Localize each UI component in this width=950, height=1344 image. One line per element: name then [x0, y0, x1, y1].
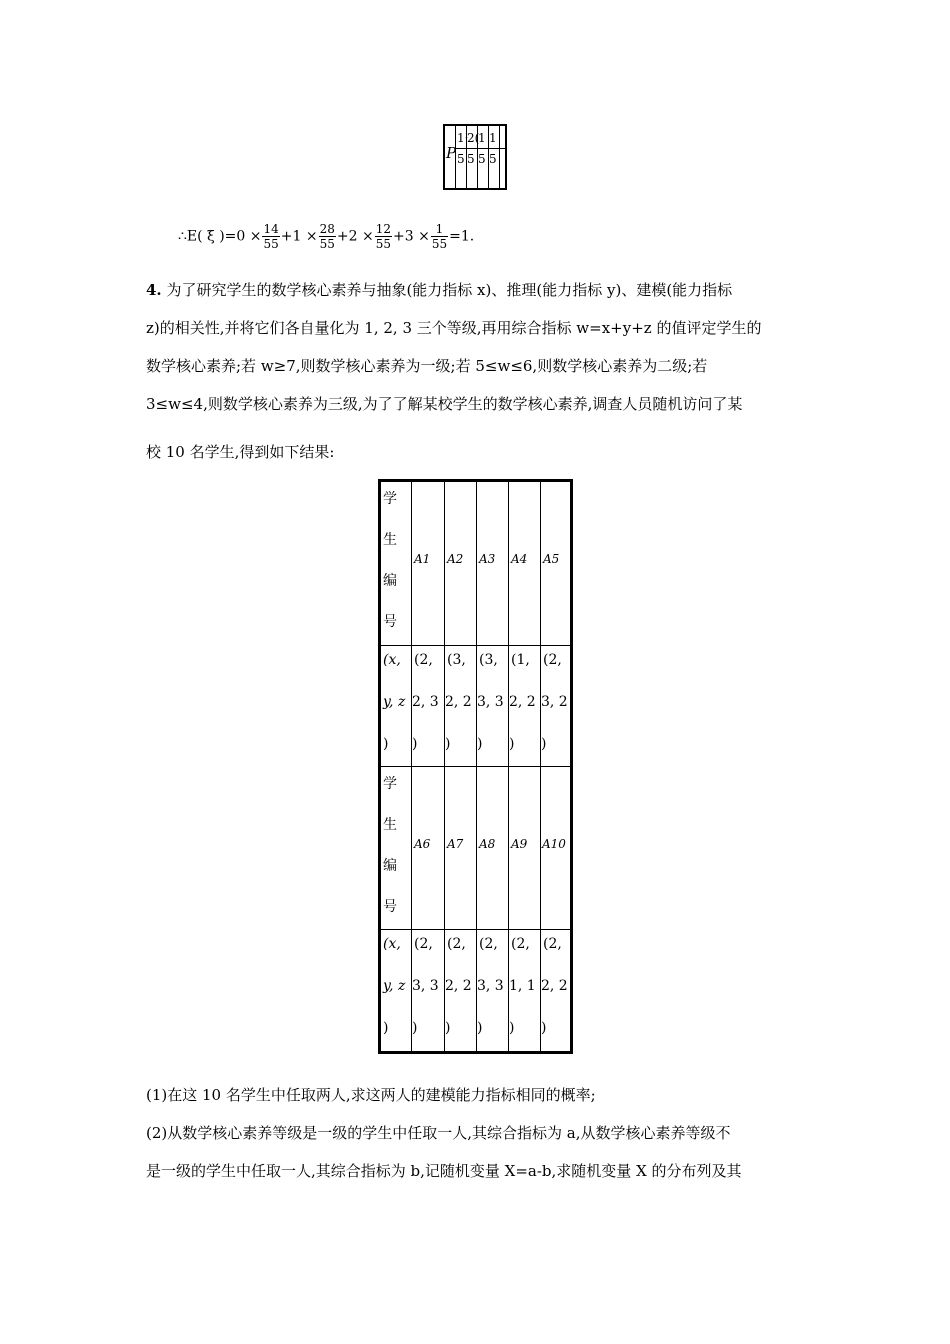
- xyz-value: (2,: [447, 936, 466, 952]
- fraction-numerator: 1: [431, 222, 448, 237]
- xyz-label: y, z: [383, 978, 406, 994]
- problem-text: 为了研究学生的数学核心素养与抽象(能力指标 x)、推理(能力指标 y)、建模(能力指标: [161, 281, 733, 299]
- dist-denominator: 5: [457, 152, 465, 166]
- fraction: [262, 222, 279, 251]
- header-char: 编: [383, 573, 397, 589]
- student-id: A9: [511, 837, 528, 851]
- xyz-value: 1, 1: [509, 978, 536, 994]
- xyz-value: 3, 3: [477, 694, 504, 710]
- student-results-table: [378, 479, 573, 1054]
- xyz-value: ): [445, 736, 451, 752]
- distribution-table: [443, 124, 507, 190]
- xyz-value: 3, 3: [412, 978, 439, 994]
- xyz-value: (2,: [543, 936, 562, 952]
- table-row-divider: [381, 645, 570, 646]
- header-char: 学: [383, 776, 397, 792]
- header-char: 生: [383, 532, 397, 548]
- header-char: 编: [383, 858, 397, 874]
- dist-col-divider: [499, 126, 500, 188]
- student-id: A7: [447, 837, 464, 851]
- dist-numerator: 1: [489, 131, 497, 145]
- header-char: 号: [383, 899, 397, 915]
- expectation-prefix: ∴E( ξ )=0 ×: [178, 228, 262, 245]
- xyz-value: 3, 2: [541, 694, 568, 710]
- xyz-value: ): [541, 1020, 547, 1036]
- header-char: 生: [383, 817, 397, 833]
- xyz-value: 2, 3: [412, 694, 439, 710]
- xyz-value: (2,: [479, 936, 498, 952]
- expectation-result: =1.: [449, 228, 475, 245]
- xyz-value: 2, 2: [541, 978, 568, 994]
- xyz-label: (x,: [383, 936, 401, 952]
- fraction-numerator: 14: [263, 222, 279, 236]
- fraction: [319, 222, 336, 251]
- xyz-value: 2, 2: [445, 978, 472, 994]
- dist-col-divider: [455, 126, 456, 188]
- xyz-value: (2,: [511, 936, 530, 952]
- student-id: A2: [447, 552, 464, 566]
- xyz-value: 2, 2: [445, 694, 472, 710]
- fraction: [375, 222, 392, 251]
- fraction-denominator: 55: [431, 237, 448, 251]
- dist-fraction-bar: [456, 148, 505, 149]
- fraction-numerator: 12: [375, 222, 391, 236]
- dist-numerator: 1: [478, 131, 486, 145]
- expectation-term: +2 ×: [336, 228, 374, 245]
- student-id: A8: [479, 837, 496, 851]
- xyz-label: y, z: [383, 694, 406, 710]
- table-row-divider: [381, 766, 570, 767]
- xyz-value: ): [477, 1020, 483, 1036]
- xyz-value: ): [445, 1020, 451, 1036]
- dist-denominator: 5: [467, 152, 475, 166]
- student-id: A1: [414, 552, 431, 566]
- table-row-divider: [381, 929, 570, 930]
- xyz-value: 2, 2: [509, 694, 536, 710]
- dist-numerator: 2(: [467, 131, 480, 145]
- xyz-value: ): [509, 1020, 515, 1036]
- xyz-value: (2,: [414, 936, 433, 952]
- dist-denominator: 5: [478, 152, 486, 166]
- xyz-value: (2,: [414, 652, 433, 668]
- fraction: [431, 222, 448, 251]
- xyz-value: ): [541, 736, 547, 752]
- expectation-term: +3 ×: [392, 228, 430, 245]
- xyz-value: 3, 3: [477, 978, 504, 994]
- problem-line: z)的相关性,并将它们各自量化为 1, 2, 3 三个等级,再用综合指标 w=x+y+z 的值评定学生的: [146, 319, 762, 337]
- header-char: 号: [383, 614, 397, 630]
- fraction-denominator: 55: [319, 237, 335, 251]
- xyz-value: (1,: [511, 652, 530, 668]
- header-char: 学: [383, 491, 397, 507]
- student-id: A4: [511, 552, 528, 566]
- question-1: (1)在这 10 名学生中任取两人,求这两人的建模能力指标相同的概率;: [146, 1086, 596, 1104]
- xyz-label: ): [383, 736, 389, 752]
- xyz-label: (x,: [383, 652, 401, 668]
- fraction-denominator: 55: [375, 237, 391, 251]
- problem-line: 校 10 名学生,得到如下结果:: [146, 443, 335, 461]
- problem-line: 3≤w≤4,则数学核心素养为三级,为了了解某校学生的数学核心素养,调查人员随机访问了某: [146, 395, 743, 413]
- problem-number: 4.: [146, 281, 162, 299]
- dist-numerator: 1·: [457, 131, 469, 145]
- fraction-denominator: 55: [263, 237, 279, 251]
- dist-row-label: P: [446, 144, 457, 162]
- student-id: A5: [543, 552, 560, 566]
- student-id: A10: [542, 837, 566, 851]
- xyz-value: ): [477, 736, 483, 752]
- fraction-numerator: 28: [319, 222, 335, 236]
- xyz-value: (3,: [447, 652, 466, 668]
- xyz-value: (2,: [543, 652, 562, 668]
- xyz-value: ): [509, 736, 515, 752]
- student-id: A6: [414, 837, 431, 851]
- xyz-label: ): [383, 1020, 389, 1036]
- expectation-term: +1 ×: [280, 228, 318, 245]
- expectation-formula: [178, 222, 474, 251]
- problem-line: [146, 283, 808, 298]
- question-2-line: 是一级的学生中任取一人,其综合指标为 b,记随机变量 X=a-b,求随机变量 X 的分布列及其: [146, 1162, 742, 1180]
- xyz-value: (3,: [479, 652, 498, 668]
- student-id: A3: [479, 552, 496, 566]
- question-2-line: (2)从数学核心素养等级是一级的学生中任取一人,其综合指标为 a,从数学核心素养等级不: [146, 1124, 731, 1142]
- problem-line: 数学核心素养;若 w≥7,则数学核心素养为一级;若 5≤w≤6,则数学核心素养为二级;若: [146, 357, 708, 375]
- dist-denominator: 5: [489, 152, 497, 166]
- xyz-value: ): [412, 736, 418, 752]
- xyz-value: ): [412, 1020, 418, 1036]
